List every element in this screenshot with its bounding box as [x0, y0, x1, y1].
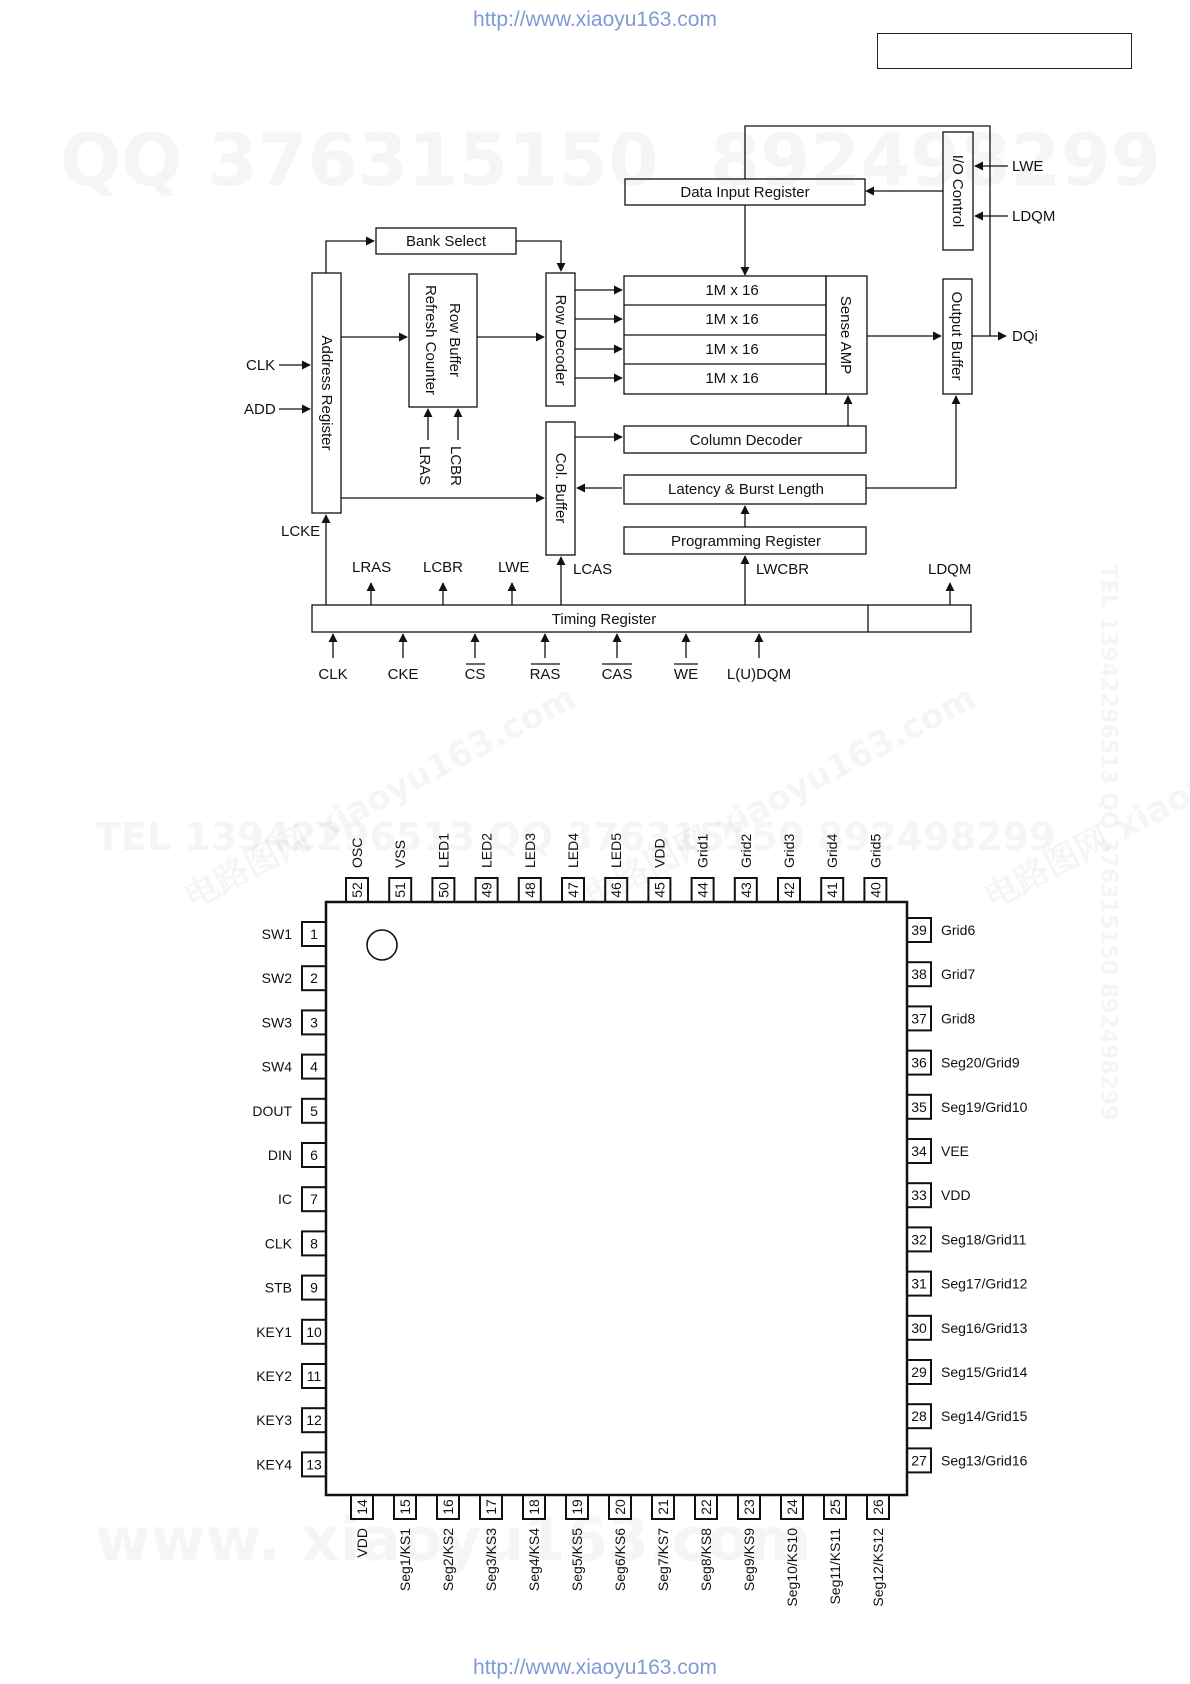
timing-input-ras: RAS: [529, 666, 561, 683]
pin-label: Seg16/Grid13: [941, 1319, 1028, 1336]
pins-layer: [252, 833, 1027, 1607]
pin-number: 18: [526, 1499, 542, 1515]
pin-number: 36: [911, 1054, 927, 1071]
pin-label: LED3: [521, 832, 538, 868]
timing-input-cas: CAS: [601, 666, 633, 683]
pin-label: DOUT: [252, 1102, 292, 1119]
timing-input-ludqm: L(U)DQM: [726, 666, 792, 683]
pin-label: Grid3: [781, 833, 797, 868]
pin-label: VEE: [941, 1143, 970, 1159]
signal-add: ADD: [244, 401, 276, 418]
pin-number: 19: [569, 1499, 585, 1515]
pin-number: 14: [354, 1499, 370, 1515]
pin-number: 13: [306, 1456, 322, 1473]
pin-number: 4: [310, 1058, 318, 1075]
pin-number: 30: [911, 1319, 927, 1336]
address-register-label: Address Register: [318, 335, 335, 451]
row-buffer-box: [409, 274, 477, 407]
pin-number: 20: [612, 1499, 628, 1515]
pin-label: Seg7/KS7: [655, 1528, 671, 1592]
pin-number: 48: [521, 882, 538, 898]
pin1-marker: [367, 930, 397, 960]
pin-label: Seg17/Grid12: [941, 1275, 1028, 1292]
signal-labels: [244, 158, 1055, 683]
pin-number: 10: [306, 1323, 322, 1340]
pin-label: Seg2/KS2: [440, 1528, 456, 1592]
pin-label: Seg13/Grid16: [941, 1452, 1028, 1469]
pin-label: VDD: [651, 838, 668, 868]
pin-number: 3: [310, 1014, 318, 1031]
pin-label: Seg3/KS3: [483, 1528, 499, 1592]
pin-label: VDD: [941, 1187, 971, 1204]
pin-label: LED4: [565, 832, 581, 868]
pin-label: Seg14/Grid15: [941, 1408, 1028, 1425]
pin-label: Seg20/Grid9: [941, 1054, 1020, 1071]
pin-label: Grid2: [737, 833, 754, 868]
pin-label: Seg11/KS11: [827, 1528, 843, 1605]
pin-number: 42: [781, 882, 797, 898]
latency-burst-label: Latency & Burst Length: [668, 481, 824, 498]
pin-label: VDD: [354, 1528, 370, 1558]
memory-bank-label: 1M x 16: [705, 370, 759, 387]
pin-label: LED5: [608, 832, 625, 868]
signal-lcbr: LCBR: [423, 559, 464, 576]
pin-label: SW4: [261, 1058, 292, 1075]
pin-number: 24: [784, 1499, 800, 1515]
pin-number: 50: [435, 882, 452, 898]
signal-lwe-in: LWE: [1012, 158, 1044, 175]
signal-lcke: LCKE: [281, 523, 321, 540]
pin-number: 21: [655, 1499, 671, 1515]
pin-number: 52: [349, 882, 365, 898]
pin-number: 32: [911, 1231, 927, 1248]
pinout-diagram: [252, 833, 1027, 1607]
pin-number: 33: [911, 1187, 927, 1204]
pin-number: 34: [911, 1143, 927, 1159]
pin-label: SW3: [261, 1014, 292, 1031]
sense-amp-label: Sense AMP: [837, 295, 854, 375]
pin-number: 49: [478, 882, 495, 898]
pin-label: LED1: [435, 832, 452, 868]
output-buffer-label: Output Buffer: [948, 291, 965, 381]
signal-dqi: DQi: [1012, 328, 1038, 345]
signal-lwe: LWE: [498, 559, 530, 576]
pin-number: 51: [392, 882, 409, 898]
pin-number: 31: [911, 1275, 927, 1292]
signal-ldqm: LDQM: [928, 561, 972, 578]
memory-bank-label: 1M x 16: [705, 341, 759, 358]
col-buffer-label: Col. Buffer: [552, 452, 569, 524]
pin-number: 17: [483, 1499, 499, 1515]
pin-number: 40: [867, 882, 884, 898]
timing-input-clk: CLK: [318, 666, 348, 683]
memory-bank-label: 1M x 16: [705, 282, 759, 299]
refresh-counter-label: Refresh Counter: [422, 284, 439, 396]
signal-ldqm-in: LDQM: [1012, 208, 1056, 225]
signal-wires: [279, 126, 1008, 658]
chip-body: [326, 902, 907, 1495]
source-url-bottom[interactable]: http://www.xiaoyu163.com: [473, 1656, 717, 1679]
pin-number: 47: [565, 882, 581, 898]
signal-lras-rb: LRAS: [416, 446, 433, 486]
data-input-register-label: Data Input Register: [680, 184, 810, 201]
block-diagram: [244, 126, 1055, 683]
pin-label: Grid4: [824, 833, 841, 868]
pin-label: Seg12/KS12: [870, 1528, 886, 1607]
pin-label: KEY3: [256, 1412, 292, 1429]
pin-number: 27: [911, 1452, 927, 1469]
pin-number: 44: [694, 882, 711, 898]
pin-label: KEY1: [256, 1323, 292, 1340]
pin-number: 2: [310, 970, 318, 987]
pin-number: 16: [440, 1499, 456, 1515]
pin-label: OSC: [349, 837, 365, 868]
signal-lcbr-rb: LCBR: [447, 446, 464, 487]
pin-label: Seg4/KS4: [526, 1528, 542, 1592]
pin-label: Seg1/KS1: [397, 1528, 413, 1592]
signal-clk: CLK: [246, 357, 276, 374]
pin-label: SW2: [261, 970, 292, 987]
pin-label: STB: [264, 1279, 292, 1296]
source-url-top[interactable]: http://www.xiaoyu163.com: [473, 8, 717, 31]
pin-label: VSS: [392, 839, 409, 868]
pin-label: Seg10/KS10: [784, 1528, 800, 1607]
pin-number: 45: [651, 882, 668, 898]
pin-label: DIN: [267, 1147, 292, 1163]
column-decoder-label: Column Decoder: [689, 432, 803, 449]
memory-bank-label: 1M x 16: [705, 311, 759, 328]
pin-number: 46: [608, 882, 625, 898]
pin-label: Grid6: [941, 922, 976, 938]
pin-label: Seg15/Grid14: [941, 1364, 1028, 1380]
pin-number: 38: [911, 966, 927, 983]
pin-label: Grid1: [694, 833, 711, 868]
pin-number: 26: [870, 1499, 886, 1515]
timing-register-label: Timing Register: [551, 611, 657, 628]
pin-number: 7: [310, 1191, 318, 1208]
pin-label: Grid8: [941, 1010, 976, 1027]
pin-label: KEY4: [256, 1456, 292, 1473]
timing-input-we: WE: [673, 666, 699, 683]
pin-number: 9: [310, 1279, 318, 1296]
pin-number: 35: [911, 1098, 927, 1115]
pin-number: 37: [911, 1010, 927, 1027]
pin-label: LED2: [478, 832, 495, 868]
pin-number: 6: [310, 1147, 318, 1163]
signal-lcas: LCAS: [573, 561, 613, 578]
signal-lras: LRAS: [352, 559, 392, 576]
pin-label: Seg6/KS6: [612, 1528, 628, 1592]
pin-number: 25: [827, 1499, 843, 1515]
pin-label: Seg5/KS5: [569, 1528, 585, 1592]
pin-label: IC: [278, 1191, 292, 1208]
pin-number: 12: [306, 1412, 322, 1429]
io-control-label: I/O Control: [949, 154, 966, 228]
pin-number: 22: [698, 1499, 714, 1515]
pin-number: 8: [310, 1235, 318, 1252]
pin-label: Grid7: [941, 966, 976, 983]
pin-number: 1: [310, 926, 318, 942]
pin-label: Seg9/KS9: [741, 1528, 757, 1592]
pin-label: Seg8/KS8: [698, 1528, 714, 1592]
pin-number: 39: [911, 922, 927, 938]
row-buffer-label: Row Buffer: [446, 303, 463, 377]
timing-input-cs: CS: [464, 666, 486, 683]
memory-array: [624, 276, 826, 394]
programming-register-label: Programming Register: [670, 533, 822, 550]
pin-label: SW1: [261, 926, 292, 942]
row-decoder-label: Row Decoder: [552, 294, 569, 386]
pin-number: 23: [741, 1499, 757, 1515]
pin-number: 5: [310, 1102, 318, 1119]
pin-number: 29: [911, 1364, 927, 1380]
pin-number: 28: [911, 1408, 927, 1425]
pin-number: 11: [306, 1368, 322, 1384]
pin-label: Seg18/Grid11: [941, 1231, 1027, 1248]
pin-number: 43: [737, 882, 754, 898]
pin-number: 41: [824, 882, 841, 898]
signal-lwcbr: LWCBR: [756, 561, 810, 578]
pin-label: KEY2: [256, 1368, 292, 1384]
pin-number: 15: [397, 1499, 413, 1515]
pin-label: CLK: [264, 1235, 292, 1252]
timing-input-cke: CKE: [387, 666, 419, 683]
bank-select-label: Bank Select: [405, 233, 487, 250]
pin-label: Grid5: [867, 833, 884, 868]
pin-label: Seg19/Grid10: [941, 1098, 1028, 1115]
